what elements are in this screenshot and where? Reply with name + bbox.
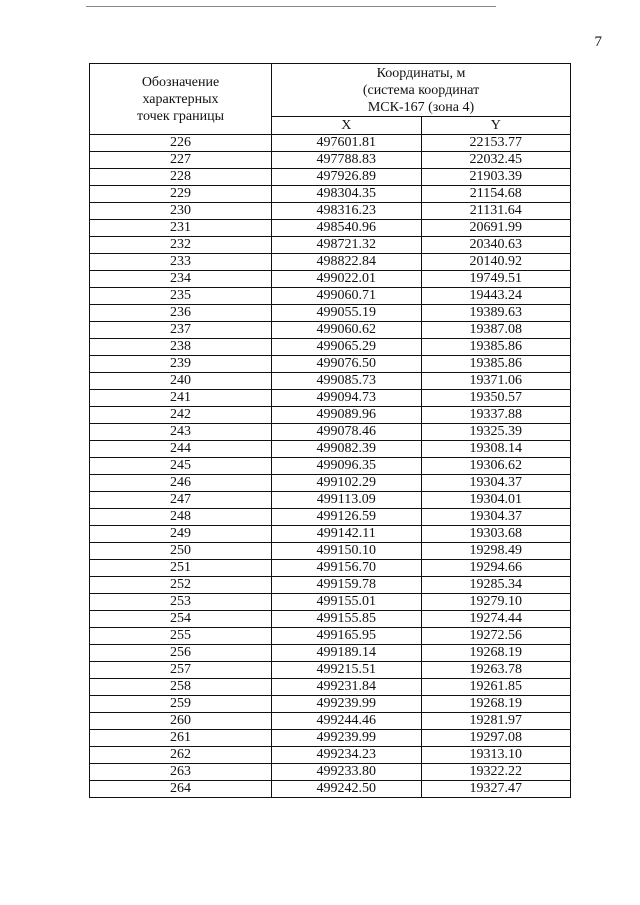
- point-number-cell: 248: [90, 509, 272, 526]
- x-coordinate-cell: 498304.35: [272, 186, 422, 203]
- point-number-cell: 251: [90, 560, 272, 577]
- y-coordinate-cell: 19327.47: [421, 781, 571, 798]
- y-coordinate-cell: 19304.37: [421, 509, 571, 526]
- table-row: [90, 390, 571, 407]
- header-coords-line: (система координат: [362, 82, 480, 98]
- table-header: [90, 64, 571, 135]
- point-number-cell: 262: [90, 747, 272, 764]
- x-coordinate-cell: 499078.46: [272, 424, 422, 441]
- table-row: [90, 713, 571, 730]
- point-number-cell: 259: [90, 696, 272, 713]
- table-body: [90, 135, 571, 798]
- point-number-cell: 234: [90, 271, 272, 288]
- y-coordinate-cell: 19387.08: [421, 322, 571, 339]
- y-coordinate-cell: 19322.22: [421, 764, 571, 781]
- point-number-cell: 244: [90, 441, 272, 458]
- point-number-cell: 232: [90, 237, 272, 254]
- x-coordinate-cell: 499089.96: [272, 407, 422, 424]
- point-number-cell: 237: [90, 322, 272, 339]
- y-coordinate-cell: 19279.10: [421, 594, 571, 611]
- point-number-cell: 255: [90, 628, 272, 645]
- table-row: [90, 662, 571, 679]
- x-coordinate-cell: 499156.70: [272, 560, 422, 577]
- point-number-cell: 264: [90, 781, 272, 798]
- table-row: [90, 186, 571, 203]
- header-coordinates: [272, 64, 571, 117]
- x-coordinate-cell: 499022.01: [272, 271, 422, 288]
- y-coordinate-cell: 19285.34: [421, 577, 571, 594]
- table-row: [90, 220, 571, 237]
- y-coordinate-cell: 19272.56: [421, 628, 571, 645]
- point-number-cell: 254: [90, 611, 272, 628]
- x-coordinate-cell: 499239.99: [272, 730, 422, 747]
- x-coordinate-cell: 499060.62: [272, 322, 422, 339]
- x-coordinate-cell: 499155.85: [272, 611, 422, 628]
- x-coordinate-cell: 499096.35: [272, 458, 422, 475]
- point-number-cell: 246: [90, 475, 272, 492]
- y-coordinate-cell: 19350.57: [421, 390, 571, 407]
- y-coordinate-cell: 19304.37: [421, 475, 571, 492]
- table-row: [90, 271, 571, 288]
- point-number-cell: 238: [90, 339, 272, 356]
- point-number-cell: 229: [90, 186, 272, 203]
- table-row: [90, 237, 571, 254]
- y-coordinate-cell: 19385.86: [421, 339, 571, 356]
- point-number-cell: 236: [90, 305, 272, 322]
- point-number-cell: 231: [90, 220, 272, 237]
- table-row: [90, 288, 571, 305]
- y-coordinate-cell: 19749.51: [421, 271, 571, 288]
- x-coordinate-cell: 498822.84: [272, 254, 422, 271]
- table-row: [90, 696, 571, 713]
- y-coordinate-cell: 22032.45: [421, 152, 571, 169]
- table-row: [90, 577, 571, 594]
- y-coordinate-cell: 19443.24: [421, 288, 571, 305]
- point-number-cell: 239: [90, 356, 272, 373]
- point-number-cell: 235: [90, 288, 272, 305]
- y-coordinate-cell: 19261.85: [421, 679, 571, 696]
- table-row: [90, 594, 571, 611]
- table-row: [90, 356, 571, 373]
- table-row: [90, 543, 571, 560]
- y-coordinate-cell: 19389.63: [421, 305, 571, 322]
- y-coordinate-cell: 21903.39: [421, 169, 571, 186]
- point-number-cell: 230: [90, 203, 272, 220]
- point-number-cell: 261: [90, 730, 272, 747]
- point-number-cell: 240: [90, 373, 272, 390]
- x-coordinate-cell: 497601.81: [272, 135, 422, 152]
- x-coordinate-cell: 499189.14: [272, 645, 422, 662]
- table-row: [90, 203, 571, 220]
- x-coordinate-cell: 499242.50: [272, 781, 422, 798]
- point-number-cell: 245: [90, 458, 272, 475]
- header-x: X: [272, 117, 422, 135]
- point-number-cell: 227: [90, 152, 272, 169]
- table-row: [90, 305, 571, 322]
- y-coordinate-cell: 19303.68: [421, 526, 571, 543]
- x-coordinate-cell: 499150.10: [272, 543, 422, 560]
- x-coordinate-cell: 499159.78: [272, 577, 422, 594]
- y-coordinate-cell: 19297.08: [421, 730, 571, 747]
- point-number-cell: 250: [90, 543, 272, 560]
- point-number-cell: 233: [90, 254, 272, 271]
- point-number-cell: 243: [90, 424, 272, 441]
- point-number-cell: 252: [90, 577, 272, 594]
- y-coordinate-cell: 20691.99: [421, 220, 571, 237]
- y-coordinate-cell: 19263.78: [421, 662, 571, 679]
- x-coordinate-cell: 499065.29: [272, 339, 422, 356]
- point-number-cell: 256: [90, 645, 272, 662]
- table-row: [90, 458, 571, 475]
- x-coordinate-cell: 499142.11: [272, 526, 422, 543]
- y-coordinate-cell: 22153.77: [421, 135, 571, 152]
- point-number-cell: 257: [90, 662, 272, 679]
- x-coordinate-cell: 499233.80: [272, 764, 422, 781]
- y-coordinate-cell: 19306.62: [421, 458, 571, 475]
- header-coords-line: Координаты, м: [376, 65, 466, 81]
- y-coordinate-cell: 19371.06: [421, 373, 571, 390]
- header-row: [90, 64, 571, 117]
- x-coordinate-cell: 497926.89: [272, 169, 422, 186]
- x-coordinate-cell: 499126.59: [272, 509, 422, 526]
- x-coordinate-cell: 499076.50: [272, 356, 422, 373]
- y-coordinate-cell: 21154.68: [421, 186, 571, 203]
- y-coordinate-cell: 19298.49: [421, 543, 571, 560]
- header-point-line: точек границы: [137, 108, 224, 124]
- point-number-cell: 260: [90, 713, 272, 730]
- y-coordinate-cell: 19294.66: [421, 560, 571, 577]
- top-divider: [86, 6, 496, 7]
- y-coordinate-cell: 20340.63: [421, 237, 571, 254]
- y-coordinate-cell: 19385.86: [421, 356, 571, 373]
- y-coordinate-cell: 21131.64: [421, 203, 571, 220]
- x-coordinate-cell: 499155.01: [272, 594, 422, 611]
- y-coordinate-cell: 20140.92: [421, 254, 571, 271]
- header-point-designation: [90, 64, 272, 135]
- header-coords-line: МСК-167 (зона 4): [367, 99, 475, 115]
- table-row: [90, 628, 571, 645]
- x-coordinate-cell: 498316.23: [272, 203, 422, 220]
- page-number: 7: [594, 34, 602, 50]
- table-row: [90, 645, 571, 662]
- y-coordinate-cell: 19268.19: [421, 645, 571, 662]
- table-row: [90, 424, 571, 441]
- table-row: [90, 526, 571, 543]
- x-coordinate-cell: 499085.73: [272, 373, 422, 390]
- y-coordinate-cell: 19304.01: [421, 492, 571, 509]
- y-coordinate-cell: 19313.10: [421, 747, 571, 764]
- point-number-cell: 253: [90, 594, 272, 611]
- y-coordinate-cell: 19281.97: [421, 713, 571, 730]
- x-coordinate-cell: 498721.32: [272, 237, 422, 254]
- y-coordinate-cell: 19274.44: [421, 611, 571, 628]
- header-point-line: характерных: [142, 91, 219, 107]
- table-row: [90, 169, 571, 186]
- x-coordinate-cell: 499165.95: [272, 628, 422, 645]
- x-coordinate-cell: 499231.84: [272, 679, 422, 696]
- x-coordinate-cell: 499239.99: [272, 696, 422, 713]
- x-coordinate-cell: 499055.19: [272, 305, 422, 322]
- x-coordinate-cell: 499094.73: [272, 390, 422, 407]
- point-number-cell: 249: [90, 526, 272, 543]
- x-coordinate-cell: 499244.46: [272, 713, 422, 730]
- y-coordinate-cell: 19308.14: [421, 441, 571, 458]
- table-row: [90, 730, 571, 747]
- table-row: [90, 339, 571, 356]
- table-row: [90, 781, 571, 798]
- point-number-cell: 226: [90, 135, 272, 152]
- x-coordinate-cell: 498540.96: [272, 220, 422, 237]
- point-number-cell: 241: [90, 390, 272, 407]
- x-coordinate-cell: 499102.29: [272, 475, 422, 492]
- table-row: [90, 764, 571, 781]
- table-row: [90, 254, 571, 271]
- table-row: [90, 407, 571, 424]
- table-row: [90, 492, 571, 509]
- header-point-line: Обозначение: [141, 74, 220, 90]
- x-coordinate-cell: 497788.83: [272, 152, 422, 169]
- x-coordinate-cell: 499060.71: [272, 288, 422, 305]
- x-coordinate-cell: 499082.39: [272, 441, 422, 458]
- point-number-cell: 228: [90, 169, 272, 186]
- table-row: [90, 475, 571, 492]
- point-number-cell: 247: [90, 492, 272, 509]
- table-row: [90, 135, 571, 152]
- table-row: [90, 152, 571, 169]
- table-row: [90, 441, 571, 458]
- x-coordinate-cell: 499113.09: [272, 492, 422, 509]
- x-coordinate-cell: 499215.51: [272, 662, 422, 679]
- table-row: [90, 373, 571, 390]
- y-coordinate-cell: 19268.19: [421, 696, 571, 713]
- point-number-cell: 242: [90, 407, 272, 424]
- point-number-cell: 263: [90, 764, 272, 781]
- table-row: [90, 509, 571, 526]
- coordinates-table: [89, 63, 571, 798]
- header-y: Y: [421, 117, 571, 135]
- table-row: [90, 679, 571, 696]
- point-number-cell: 258: [90, 679, 272, 696]
- table-row: [90, 747, 571, 764]
- table-row: [90, 560, 571, 577]
- y-coordinate-cell: 19337.88: [421, 407, 571, 424]
- y-coordinate-cell: 19325.39: [421, 424, 571, 441]
- x-coordinate-cell: 499234.23: [272, 747, 422, 764]
- table-row: [90, 322, 571, 339]
- table-row: [90, 611, 571, 628]
